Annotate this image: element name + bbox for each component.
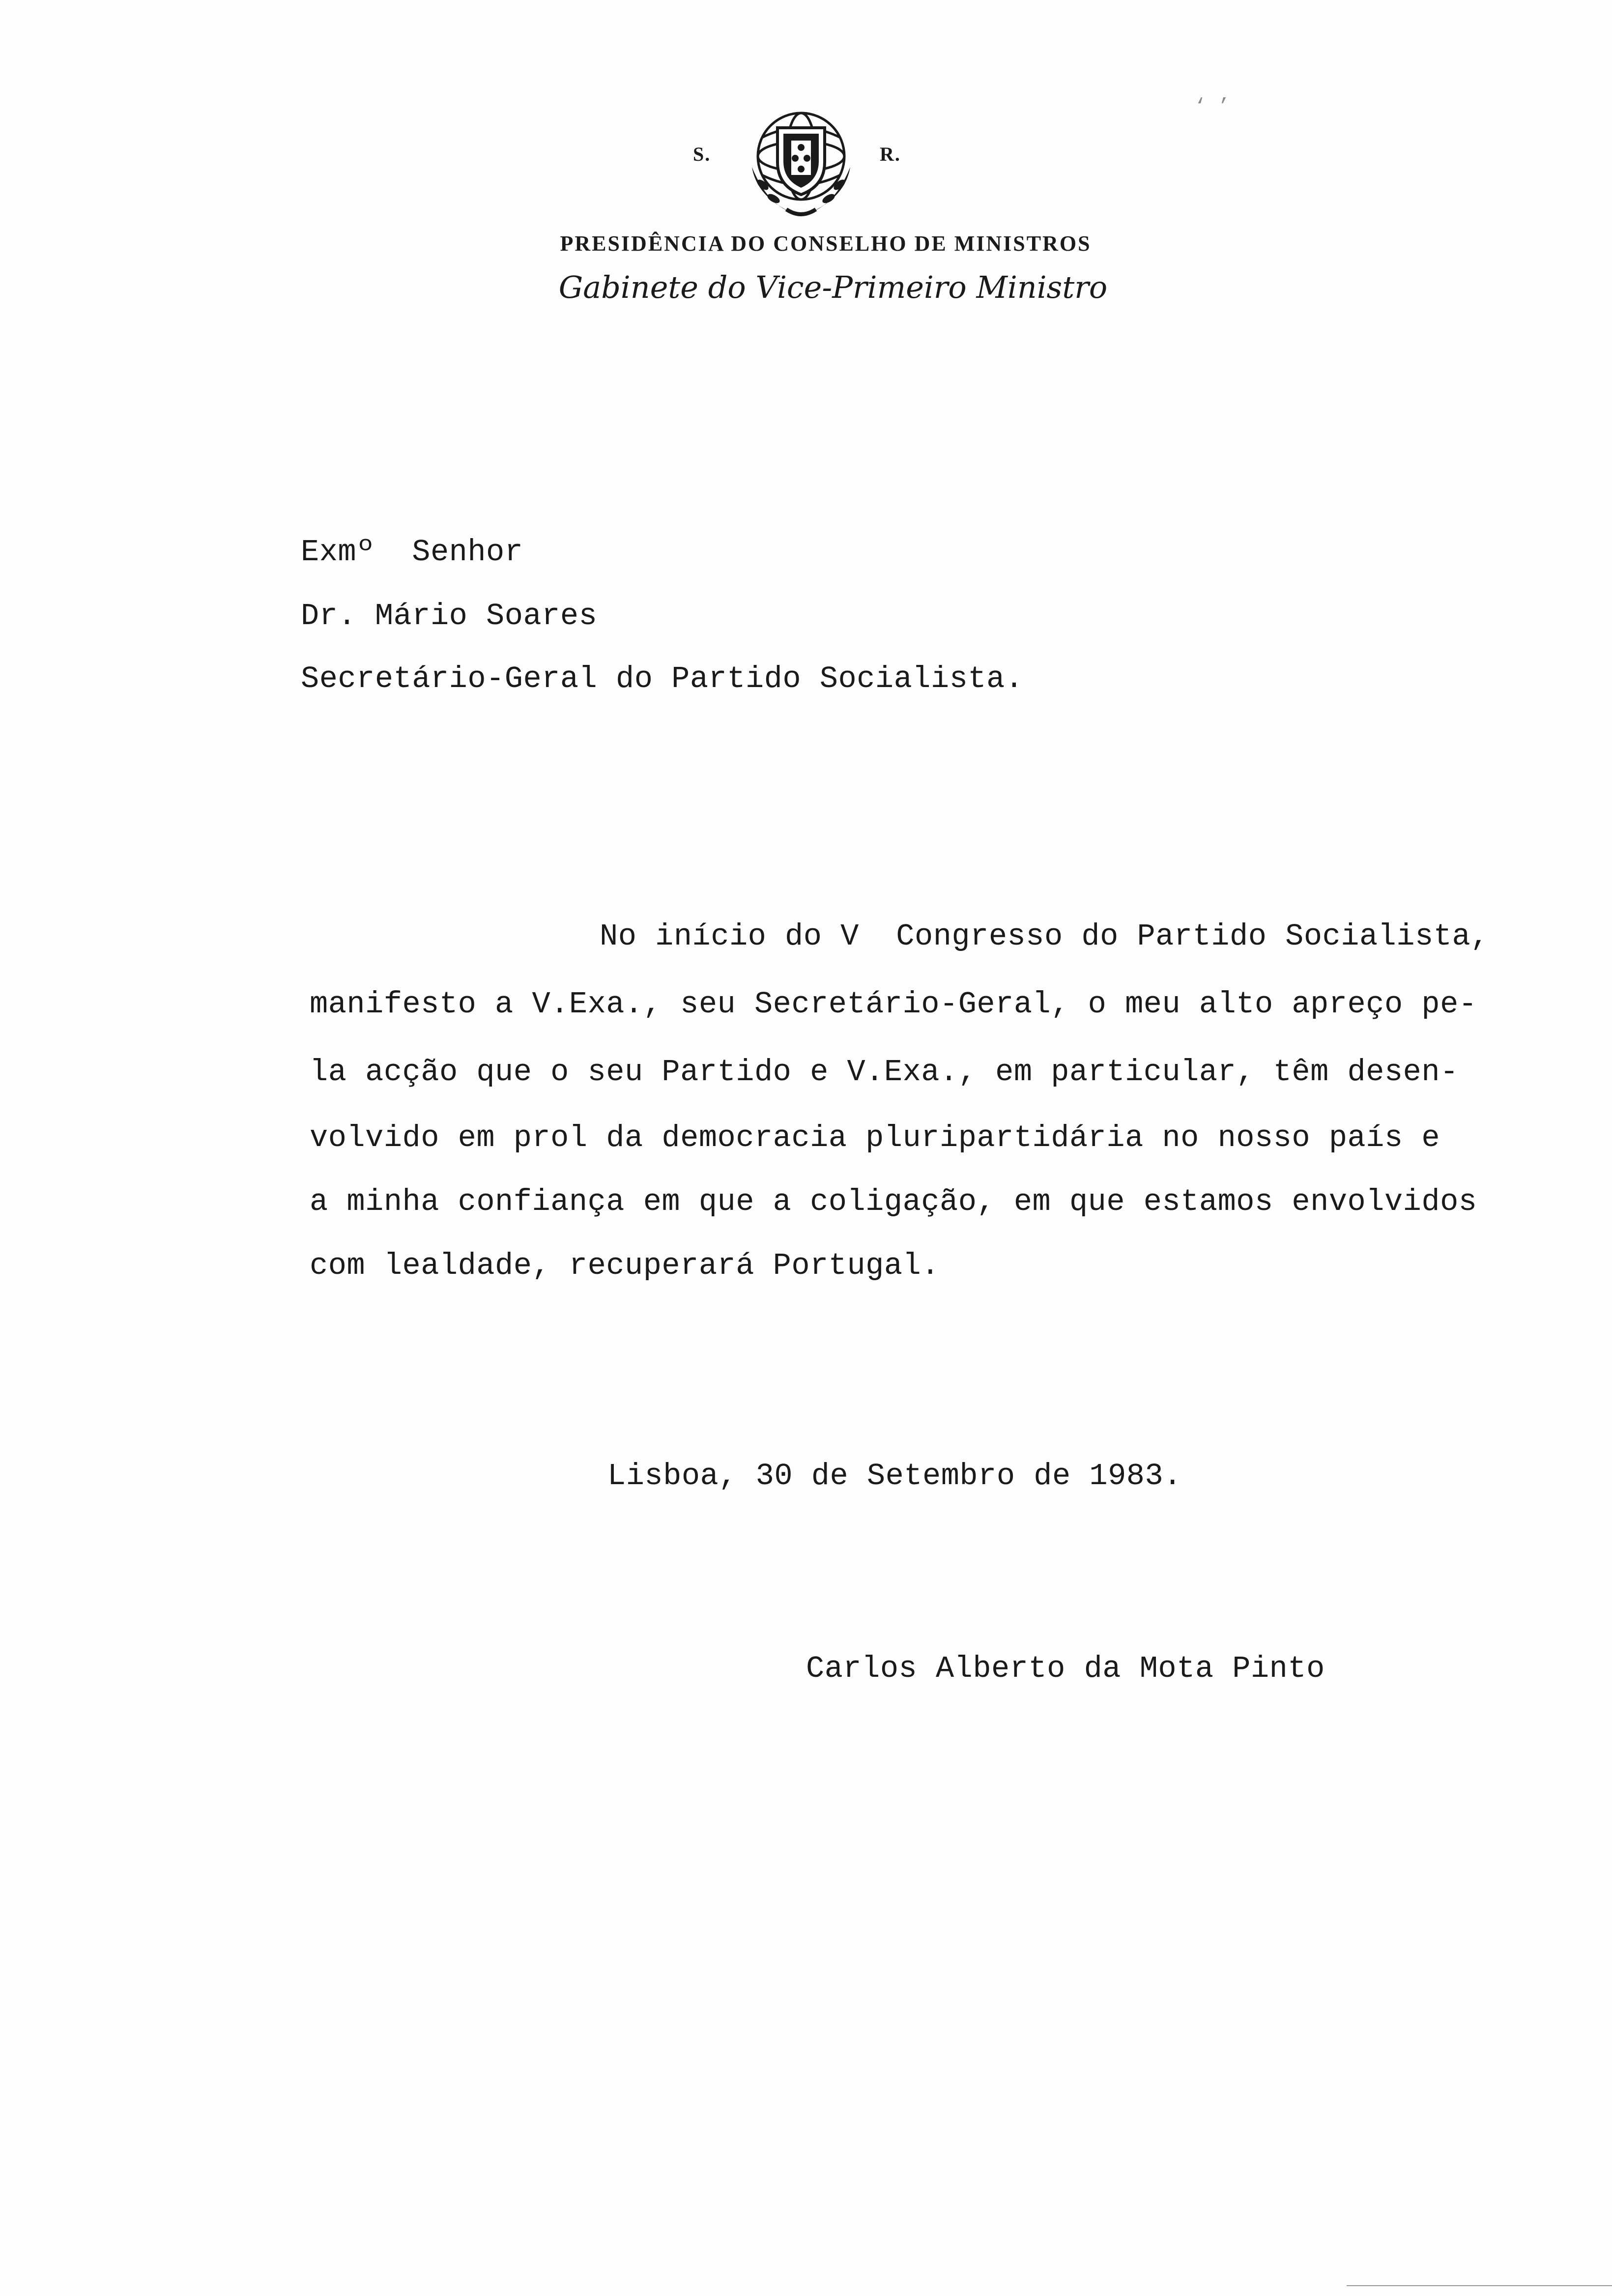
body-line: No início do V Congresso do Partido Socialista, (600, 919, 1489, 954)
letterhead-right-initial: R. (880, 143, 901, 165)
portuguese-coat-of-arms-icon (737, 98, 865, 221)
scan-mark: ‘ ’ (1194, 96, 1230, 118)
scan-edge-line (1347, 2285, 1612, 2286)
addressee-position: Secretário-Geral do Partido Socialista. (301, 661, 1024, 696)
body-line: volvido em prol da democracia pluripartidária no nosso país e (310, 1120, 1440, 1155)
place-date: Lisboa, 30 de Setembro de 1983. (607, 1459, 1182, 1493)
signatory-name: Carlos Alberto da Mota Pinto (806, 1651, 1325, 1686)
body-line: a minha confiança em que a coligação, em que estamos envolvidos (310, 1184, 1477, 1219)
addressee-salutation: Exmº Senhor (301, 535, 523, 570)
body-line: com lealdade, recuperará Portugal. (310, 1248, 940, 1283)
body-line: manifesto a V.Exa., seu Secretário-Geral, o meu alto apreço pe- (310, 987, 1477, 1022)
addressee-name: Dr. Mário Soares (301, 599, 598, 633)
letterhead-subtitle: Gabinete do Vice-Primeiro Ministro (558, 269, 1108, 305)
letterhead-left-initial: S. (693, 143, 711, 165)
body-line: la acção que o seu Partido e V.Exa., em particular, têm desen- (310, 1055, 1459, 1090)
letterhead-title: PRESIDÊNCIA DO CONSELHO DE MINISTROS (560, 231, 1092, 256)
